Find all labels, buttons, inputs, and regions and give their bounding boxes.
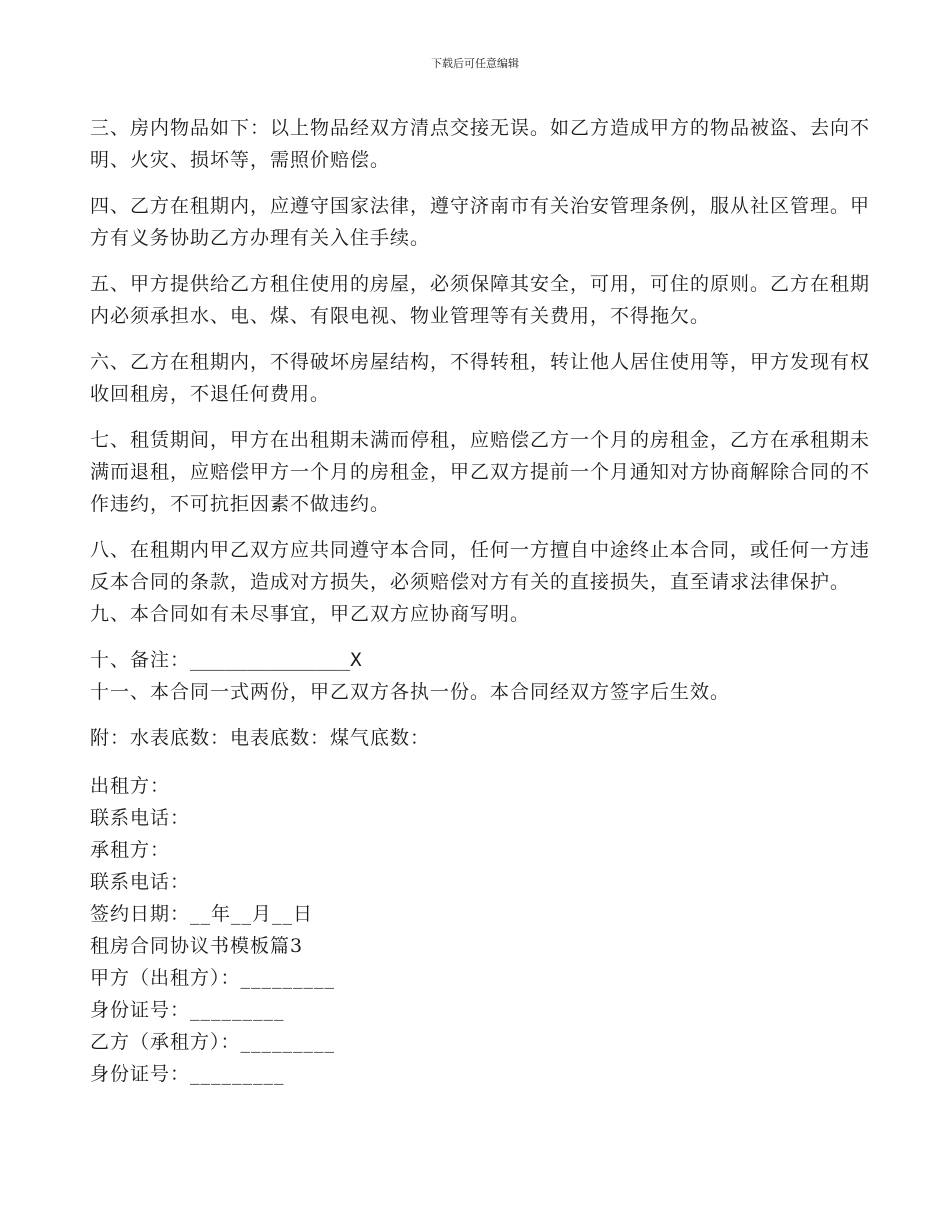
spacer [90, 708, 880, 722]
party-b-id-line: 身份证号：_________ [90, 1063, 285, 1085]
spacer [90, 754, 880, 770]
lessee-label: 承租方： [90, 839, 171, 861]
clause-eleven: 十一、本合同一式两份，甲乙双方各执一份。本合同经双方签字后生效。 [90, 681, 731, 703]
sign-date: 签约日期：__年__月__日 [90, 903, 314, 925]
party-a-id-line: 身份证号：_________ [90, 999, 285, 1021]
lessor-label: 出租方： [90, 775, 171, 797]
remarks-label: 十、备注： [90, 649, 191, 671]
lessor-phone-label: 联系电话： [90, 807, 191, 829]
party-a-line: 甲方（出租方）：_________ [90, 967, 336, 989]
clause-four: 四、乙方在租期内，应遵守国家法律，遵守济南市有关治安管理条例，服从社区管理。甲方有义务协助乙方办理有关入住手续。 [90, 195, 871, 249]
clause-six: 六、乙方在租期内，不得破坏房屋结构，不得转租，转让他人居住使用等，甲方发现有权收回租房，不退任何费用。 [90, 351, 871, 405]
page-header: 下载后可任意编辑 [431, 57, 519, 70]
clause-seven: 七、租赁期间，甲方在出租期未满而停租，应赔偿乙方一个月的房租金，乙方在承租期未满而退租，应赔偿甲方一个月的房租金，甲乙双方提前一个月通知对方协商解除合同的不作违约，不可抗拒因素不做违约。 [90, 429, 871, 515]
clause-eight-nine: 八、在租期内甲乙双方应共同遵守本合同，任何一方擅自中途终止本合同，或任何一方违反本合同的条款，造成对方损失，必须赔偿对方有关的直接损失，直至请求法律保护。九、本合同如有未尽事宜，甲乙双方应协商写明。 [90, 539, 871, 625]
clause-five: 五、甲方提供给乙方租住使用的房屋，必须保障其安全，可用，可住的原则。乙方在租期内必须承担水、电、煤、有限电视、物业管理等有关费用，不得拖欠。 [90, 273, 871, 327]
clause-three: 三、房内物品如下：以上物品经双方清点交接无误。如乙方造成甲方的物品被盗、去向不明、火灾、损坏等，需照价赔偿。 [90, 117, 871, 171]
remarks-blank: ______________X [190, 649, 362, 671]
contract-body [90, 112, 880, 1090]
party-b-line: 乙方（承租方）：_________ [90, 1031, 336, 1053]
section-title: 租房合同协议书模板篇3 [90, 935, 304, 957]
remarks-line [90, 644, 880, 676]
meter-readings: 附：水表底数：电表底数：煤气底数： [90, 727, 431, 749]
lessee-phone-label: 联系电话： [90, 871, 191, 893]
